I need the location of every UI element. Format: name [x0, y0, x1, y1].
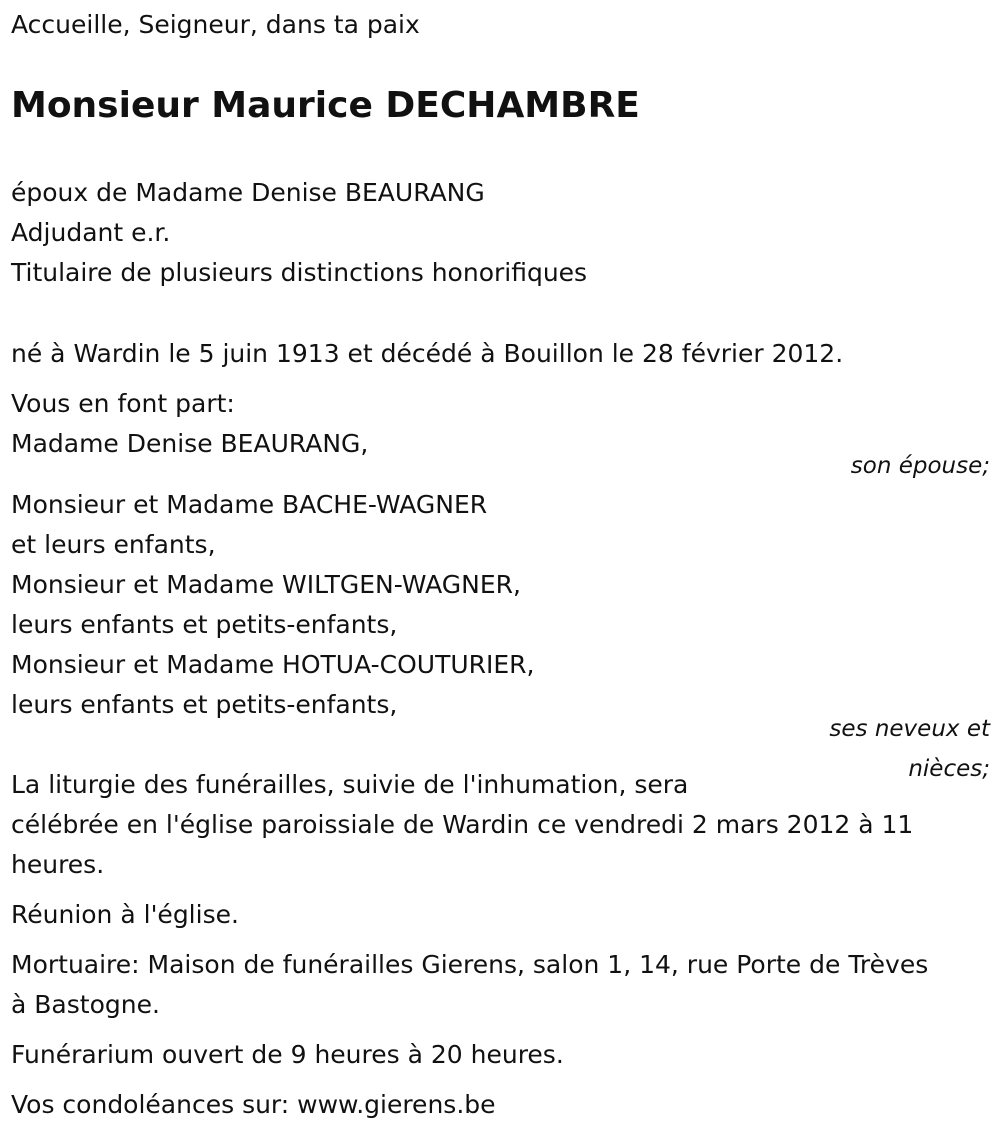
- honors-line: Titulaire de plusieurs distinctions honorifiques: [11, 258, 588, 287]
- identity-block: [11, 173, 587, 293]
- meeting-line: Réunion à l'église.: [11, 900, 239, 929]
- mortuary-line-2: à Bastogne.: [11, 990, 160, 1019]
- family-line-4: leurs enfants et petits-enfants,: [11, 610, 398, 639]
- family-line-6: leurs enfants et petits-enfants,: [11, 690, 398, 719]
- deceased-name-block: [11, 83, 640, 129]
- condolences-line: Vos condoléances sur: www.gierens.be: [11, 1090, 496, 1119]
- family-block: [11, 485, 535, 725]
- announcement-intro: Vous en font part:: [11, 389, 235, 418]
- ceremony-block: [11, 765, 913, 885]
- family-line-5: Monsieur et Madame HOTUA-COUTURIER,: [11, 650, 535, 679]
- family-line-1: Monsieur et Madame BACHE-WAGNER: [11, 490, 488, 519]
- ceremony-line-1: La liturgie des funérailles, suivie de l'inhumation, sera: [11, 770, 689, 799]
- mortuary-block: [11, 945, 928, 1025]
- condolences-block: [11, 1085, 496, 1125]
- spouse-name: Madame Denise BEAURANG,: [11, 429, 369, 458]
- family-line-3: Monsieur et Madame WILTGEN-WAGNER,: [11, 570, 521, 599]
- family-relation-line-1: ses neveux et: [829, 716, 990, 742]
- family-relation-line-2: nièces;: [908, 756, 990, 782]
- ceremony-line-3: heures.: [11, 850, 105, 879]
- ceremony-line-2: célébrée en l'église paroissiale de Wardin ce vendredi 2 mars 2012 à 11: [11, 810, 914, 839]
- birth-death-line: né à Wardin le 5 juin 1913 et décédé à Bouillon le 28 février 2012.: [11, 339, 844, 368]
- mortuary-line-1: Mortuaire: Maison de funérailles Gierens, salon 1, 14, rue Porte de Trèves: [11, 950, 929, 979]
- dates-block: [11, 334, 843, 374]
- meeting-block: [11, 895, 239, 935]
- spouse-relation: [851, 446, 990, 486]
- rank-line: Adjudant e.r.: [11, 218, 171, 247]
- announcement-intro-block: [11, 384, 368, 464]
- spouse-relation-text: son épouse;: [850, 453, 990, 479]
- spouse-line: époux de Madame Denise BEAURANG: [11, 178, 485, 207]
- prayer-text: Accueille, Seigneur, dans ta paix: [11, 10, 420, 39]
- funeral-home-hours: Funérarium ouvert de 9 heures à 20 heures.: [11, 1040, 564, 1069]
- hours-block: [11, 1035, 564, 1075]
- prayer-line: [11, 5, 420, 45]
- family-line-2: et leurs enfants,: [11, 530, 216, 559]
- deceased-name: Monsieur Maurice DECHAMBRE: [11, 85, 640, 126]
